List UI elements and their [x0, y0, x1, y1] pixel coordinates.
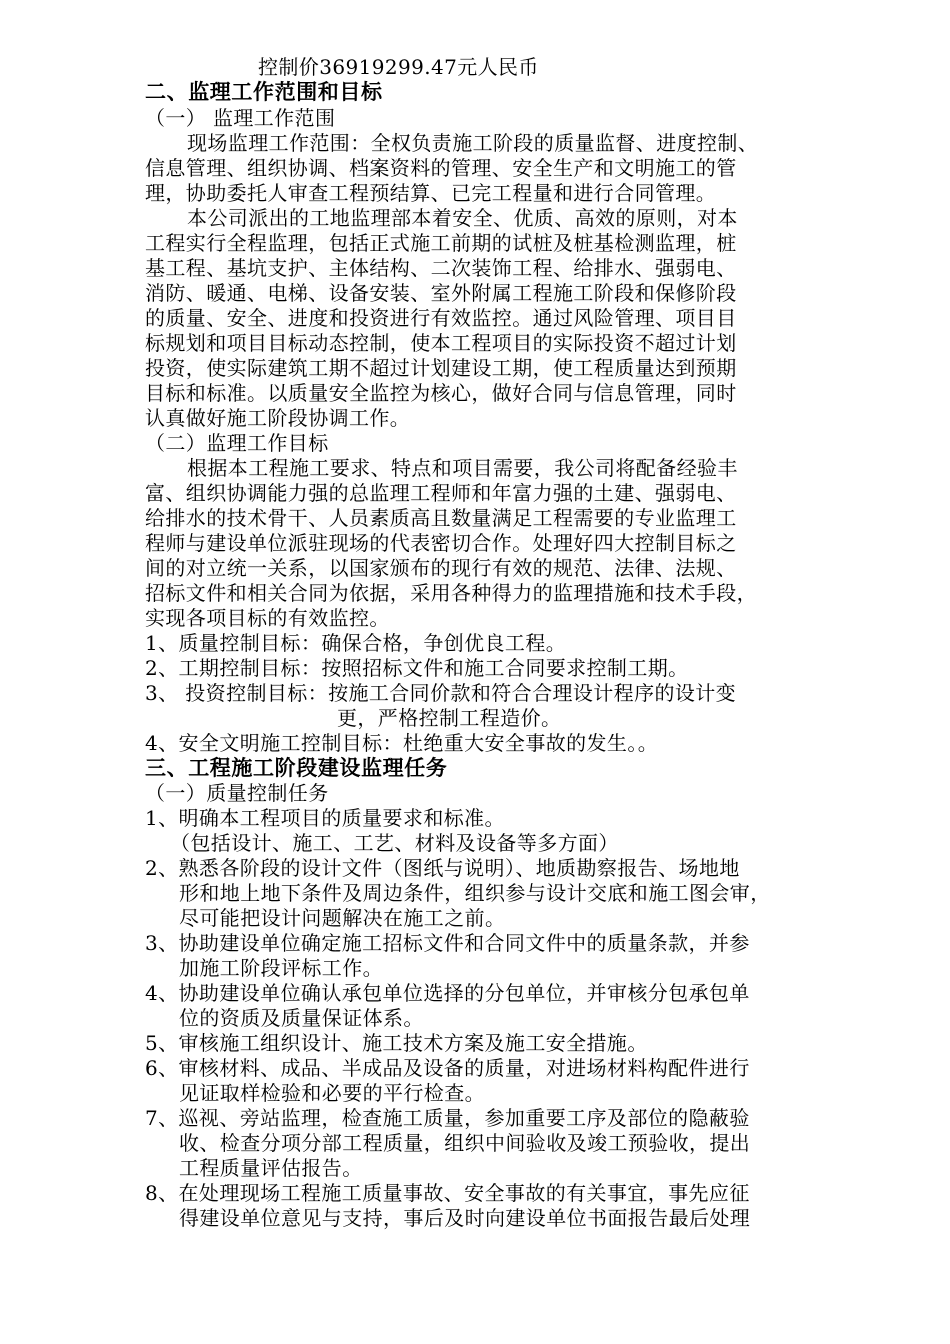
list-item-task-7-cont: 收、检查分项分部工程质量，组织中间验收及竣工预验收，提出: [179, 1131, 751, 1155]
paragraph-line: 招标文件和相关合同为依据，采用各种得力的监理措施和技术手段，: [145, 581, 757, 605]
list-item-task-4-cont: 位的资质及质量保证体系。: [179, 1006, 424, 1030]
paragraph-line: 的质量、安全、进度和投资进行有效监控。通过风险管理、项目目: [145, 306, 737, 330]
list-item-task-7: 7、巡视、旁站监理，检查施工质量，参加重要工序及部位的隐蔽验: [145, 1106, 750, 1130]
list-item-task-8-cont: 得建设单位意见与支持，事后及时向建设单位书面报告最后处理: [179, 1206, 751, 1230]
paragraph-line: 富、组织协调能力强的总监理工程师和年富力强的土建、强弱电、: [145, 481, 737, 505]
subsection-heading-scope: （一） 监理工作范围: [145, 106, 336, 130]
list-item-task-3: 3、协助建设单位确定施工招标文件和合同文件中的质量条款，并参: [145, 931, 750, 955]
list-item-task-2-cont: 尽可能把设计问题解决在施工之前。: [179, 906, 506, 930]
paragraph-line: 投资，使实际建筑工期不超过计划建设工期，使工程质量达到预期: [145, 356, 737, 380]
list-item-goal-4: 4、安全文明施工控制目标：杜绝重大安全事故的发生。。: [145, 731, 659, 755]
list-item-task-2-cont: 形和地上地下条件及周边条件，组织参与设计交底和施工图会审，: [179, 881, 771, 905]
paragraph-line: 现场监理工作范围：全权负责施工阶段的质量监督、进度控制、: [187, 131, 759, 155]
paragraph-line: 程师与建设单位派驻现场的代表密切合作。处理好四大控制目标之: [145, 531, 737, 555]
list-item-task-8: 8、在处理现场工程施工质量事故、安全事故的有关事宜，事先应征: [145, 1181, 750, 1205]
list-item-task-1: 1、明确本工程项目的质量要求和标准。: [145, 806, 505, 830]
list-item-goal-2: 2、工期控制目标：按照招标文件和施工合同要求控制工期。: [145, 656, 689, 680]
list-item-task-3-cont: 加施工阶段评标工作。: [179, 956, 383, 980]
list-item-task-6-cont: 见证取样检验和必要的平行检查。: [179, 1081, 485, 1105]
list-item-goal-3-cont: 更，严格控制工程造价。: [337, 706, 562, 730]
list-item-task-2: 2、熟悉各阶段的设计文件（图纸与说明）、地质勘察报告、场地地: [145, 856, 740, 880]
paragraph-line: 标规划和项目目标动态控制，使本工程项目的实际投资不超过计划: [145, 331, 737, 355]
subsection-heading-quality: （一）质量控制任务: [145, 781, 329, 805]
subsection-heading-goals: （二）监理工作目标: [145, 431, 329, 455]
paragraph-line: 工程实行全程监理，包括正式施工前期的试桩及桩基检测监理，桩: [145, 231, 737, 255]
list-item-task-6: 6、审核材料、成品、半成品及设备的质量，对进场材料构配件进行: [145, 1056, 750, 1080]
paragraph-line: 消防、暖通、电梯、设备安装、室外附属工程施工阶段和保修阶段: [145, 281, 737, 305]
paragraph-line: 间的对立统一关系，以国家颁布的现行有效的规范、法律、法规、: [145, 556, 737, 580]
list-item-task-4: 4、协助建设单位确认承包单位选择的分包单位，并审核分包承包单: [145, 981, 750, 1005]
list-item-goal-1: 1、质量控制目标：确保合格，争创优良工程。: [145, 631, 567, 655]
list-item-task-7-cont: 工程质量评估报告。: [179, 1156, 363, 1180]
section-heading-2: 二、监理工作范围和目标: [145, 79, 383, 104]
paragraph-line: 实现各项目标的有效监控。: [145, 606, 390, 630]
section-heading-3: 三、工程施工阶段建设监理任务: [145, 755, 448, 780]
paragraph-line: 根据本工程施工要求、特点和项目需要，我公司将配备经验丰: [187, 456, 738, 480]
paragraph-line: 基工程、基坑支护、主体结构、二次装饰工程、给排水、强弱电、: [145, 256, 737, 280]
paragraph-line: 目标和标准。以质量安全监控为核心，做好合同与信息管理，同时: [145, 381, 737, 405]
paragraph-line: 认真做好施工阶段协调工作。: [145, 406, 411, 430]
paragraph-line: 理，协助委托人审查工程预结算、已完工程量和进行合同管理。: [145, 181, 717, 205]
paragraph-line: 信息管理、组织协调、档案资料的管理、安全生产和文明施工的管: [145, 156, 737, 180]
control-price-line: 控制价36919299.47元人民币: [258, 55, 539, 79]
list-item-task-1-note: （包括设计、施工、工艺、材料及设备等多方面）: [170, 831, 619, 855]
list-item-goal-3: 3、 投资控制目标：按施工合同价款和符合合理设计程序的设计变: [145, 681, 737, 705]
paragraph-line: 本公司派出的工地监理部本着安全、优质、高效的原则，对本: [187, 206, 738, 230]
list-item-task-5: 5、审核施工组织设计、施工技术方案及施工安全措施。: [145, 1031, 648, 1055]
paragraph-line: 给排水的技术骨干、人员素质高且数量满足工程需要的专业监理工: [145, 506, 737, 530]
